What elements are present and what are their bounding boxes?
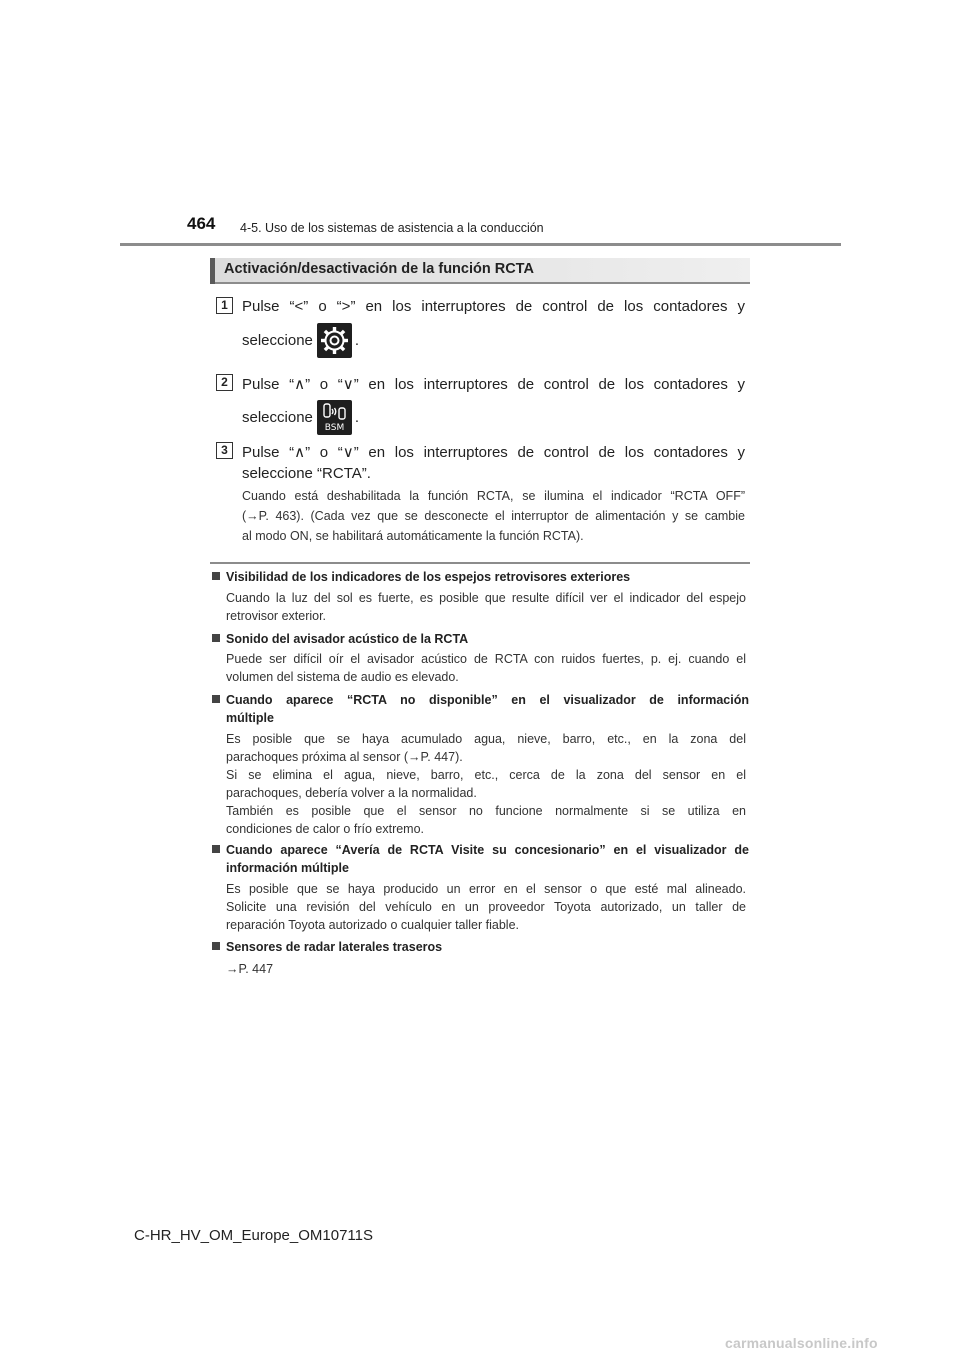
info-line: retrovisor exterior. bbox=[226, 609, 327, 623]
bsm-icon bbox=[317, 400, 352, 435]
step-1-period: . bbox=[354, 332, 360, 349]
note-line: al modo ON, se habilitará automáticamente la función RCTA). bbox=[242, 529, 584, 543]
info-text-visibility bbox=[226, 591, 746, 627]
info-title-unavailable: Cuando aparece “RCTA no disponible” en el visualizador de información bbox=[212, 693, 749, 707]
info-title-visibility: Visibilidad de los indicadores de los espejos retrovisores exteriores bbox=[212, 570, 630, 584]
step-1-line-2 bbox=[242, 323, 359, 358]
settings-gear-icon bbox=[317, 323, 352, 358]
info-line: parachoques próxima al sensor (→P. 447). bbox=[226, 750, 463, 764]
manual-code: C-HR_HV_OM_Europe_OM10711S bbox=[134, 1227, 373, 1244]
info-line: Es posible que se haya producido un error en el sensor o que esté mal alineado. bbox=[226, 882, 746, 896]
info-line: Es posible que se haya acumulado agua, nieve, barro, etc., en la zona del bbox=[226, 732, 746, 746]
info-line: Cuando la luz del sol es fuerte, es posible que resulte difícil ver el indicador del espejo bbox=[226, 591, 746, 605]
info-line: parachoques, debería volver a la normalidad. bbox=[226, 786, 477, 800]
bullet-square-icon bbox=[212, 695, 220, 703]
info-line: volumen del sistema de audio es elevado. bbox=[226, 670, 459, 684]
note-line: (→P. 463). (Cada vez que se desconecte el interruptor de alimentación y se cambie bbox=[242, 509, 745, 523]
bullet-square-icon bbox=[212, 845, 220, 853]
section-divider bbox=[210, 562, 750, 564]
info-line: reparación Toyota autorizado o cualquier taller fiable. bbox=[226, 918, 520, 932]
watermark: carmanualsonline.info bbox=[725, 1335, 878, 1351]
info-text-malfunction bbox=[226, 882, 746, 936]
info-line: Puede ser difícil oír el avisador acústico de RCTA con ruidos fuertes, p. ej. cuando el bbox=[226, 652, 746, 666]
step-1-line-1: Pulse “<” o “>” en los interruptores de control de los contadores y bbox=[242, 298, 745, 315]
step-number-2: 2 bbox=[216, 374, 233, 391]
info-title-unavailable-cont: múltiple bbox=[226, 711, 274, 725]
section-heading bbox=[210, 258, 750, 284]
info-title-radar-sensors: Sensores de radar laterales traseros bbox=[212, 940, 442, 954]
info-text-sound bbox=[226, 652, 746, 688]
page-number: 464 bbox=[187, 214, 216, 233]
heading-accent-bar bbox=[210, 258, 215, 284]
info-line: condiciones de calor o frío extremo. bbox=[226, 822, 425, 836]
step-2-select-label: seleccione bbox=[242, 409, 313, 426]
info-title-sound: Sonido del avisador acústico de la RCTA bbox=[212, 632, 468, 646]
step-3-line-1: Pulse “∧” o “∨” en los interruptores de control de los contadores y bbox=[242, 444, 745, 461]
bullet-square-icon bbox=[212, 572, 220, 580]
step-2-period: . bbox=[354, 409, 360, 426]
bsm-icon-label: BSM bbox=[324, 423, 345, 433]
bullet-square-icon bbox=[212, 634, 220, 642]
info-line: Solicite una revisión del vehículo en un proveedor Toyota autorizado, un taller de bbox=[226, 900, 746, 914]
rcta-off-note bbox=[242, 489, 745, 549]
section-heading-text: Activación/desactivación de la función RCTA bbox=[224, 261, 534, 277]
page-reference-link[interactable]: →P. 447 bbox=[226, 962, 274, 976]
step-2-line-2 bbox=[242, 400, 359, 435]
info-line: Si se elimina el agua, nieve, barro, etc., cerca de la zona del sensor en el bbox=[226, 768, 746, 782]
note-line: Cuando está deshabilitada la función RCTA, se ilumina el indicador “RCTA OFF” bbox=[242, 489, 745, 503]
info-title-malfunction: Cuando aparece “Avería de RCTA Visite su concesionario” en el visualizador de bbox=[212, 843, 749, 857]
info-text-unavailable bbox=[226, 732, 746, 840]
section-header-title: 4-5. Uso de los sistemas de asistencia a la conducción bbox=[240, 221, 544, 235]
info-title-malfunction-cont: información múltiple bbox=[226, 861, 349, 875]
info-line: También es posible que el sensor no funcione normalmente si se utiliza en bbox=[226, 804, 746, 818]
step-3-line-2: seleccione “RCTA”. bbox=[242, 465, 371, 482]
step-2-line-1: Pulse “∧” o “∨” en los interruptores de control de los contadores y bbox=[242, 376, 745, 393]
step-number-1: 1 bbox=[216, 297, 233, 314]
bullet-square-icon bbox=[212, 942, 220, 950]
header-divider bbox=[120, 243, 841, 246]
info-text-radar-sensors bbox=[226, 962, 746, 980]
step-1-select-label: seleccione bbox=[242, 332, 313, 349]
step-number-3: 3 bbox=[216, 442, 233, 459]
